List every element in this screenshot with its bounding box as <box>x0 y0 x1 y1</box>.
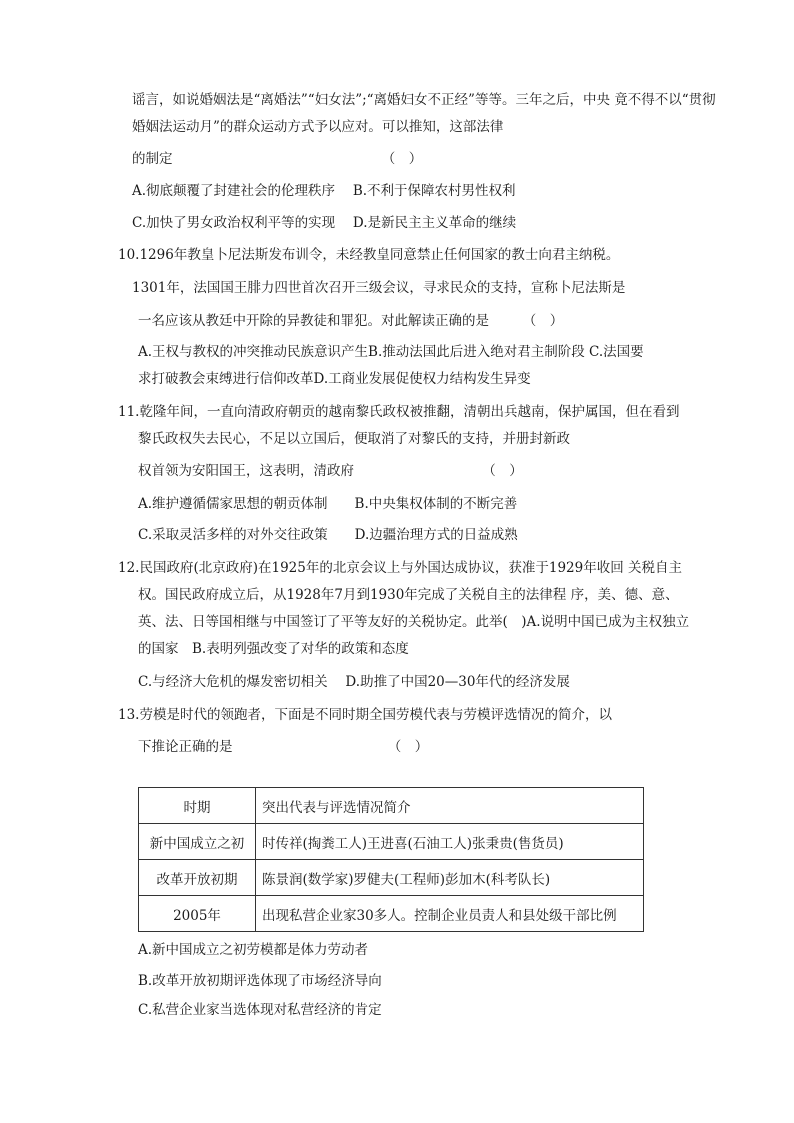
table-header-cell: 突出代表与评选情况简介 <box>256 788 644 824</box>
table-cell-summary: 出现私营企业家30多人。控制企业员责人和县处级干部比例 <box>256 896 644 932</box>
q10-text-line-3: 一名应该从教廷中开除的异教徒和罪犯。对此解读正确的是 （ ） <box>138 313 564 329</box>
q10-options-line-1: A.王权与教权的冲突推动民族意识产生B.推动法国此后进入绝对君主制阶段 C.法国要 <box>138 344 644 360</box>
q12-text-line-3: 英、法、日等国相继与中国签订了平等友好的关税协定。此举( )A.说明中国已成为主权独立 <box>138 614 690 630</box>
table-header-row <box>139 788 644 824</box>
table-row <box>139 896 644 932</box>
q12-text-line-2: 权。国民政府成立后，从1928年7月到1930年完成了关税自主的法律程 序，美、德、意、 <box>138 587 679 603</box>
q9-stem-end: 的制定 （ ） <box>132 151 423 167</box>
table-cell-period: 改革开放初期 <box>139 860 256 896</box>
q13-text-line-1: 13.劳模是时代的领跑者，下面是不同时期全国劳模代表与劳模评选情况的简介，以 <box>118 707 612 723</box>
q12-text-line-1: 12.民国政府(北京政府)在1925年的北京会议上与外国达成协议，获准于1929年收回 关税自主 <box>118 560 683 576</box>
table-cell-summary: 陈景润(数学家)罗健夫(工程师)彭加木(科考队长) <box>256 860 644 896</box>
q13-option-a: A.新中国成立之初劳模都是体力劳动者 <box>138 942 369 958</box>
q12-text-line-4: 的国家 B.表明列强改变了对华的政策和态度 <box>138 641 409 657</box>
q13-option-b: B.改革开放初期评选体现了市场经济导向 <box>138 973 382 989</box>
q11-options-cd: C.采取灵活多样的对外交往政策 D.边疆治理方式的日益成熟 <box>138 527 518 543</box>
q13-text-line-2: 下推论正确的是 （ ） <box>138 739 429 755</box>
table-row <box>139 824 644 860</box>
q10-options-line-2: 求打破教会束缚进行信仰改革D.工商业发展促使权力结构发生异变 <box>138 371 531 387</box>
q10-text-line-1: 10.1296年教皇卜尼法斯发布训令，未经教皇同意禁止任何国家的教士向君主纳税。 <box>118 247 620 263</box>
q11-text-line-1: 11.乾隆年间，一直向清政府朝贡的越南黎氏政权被推翻，清朝出兵越南，保护属国，但在看到 <box>118 404 680 420</box>
q11-text-line-2: 黎氏政权失去民心，不足以立国后，便取消了对黎氏的支持，并册封新政 <box>138 431 570 447</box>
q10-text-line-2: 1301年，法国国王腓力四世首次召开三级会议，寻求民众的支持，宣称卜尼法斯是 <box>132 280 626 296</box>
q9-options-cd: C.加快了男女政治权利平等的实现 D.是新民主主义革命的继续 <box>132 215 517 231</box>
table-cell-period: 新中国成立之初 <box>139 824 256 860</box>
q13-option-c: C.私营企业家当选体现对私营经济的肯定 <box>138 1002 382 1018</box>
q12-options-cd: C.与经济大危机的爆发密切相关 D.助推了中国20—30年代的经济发展 <box>138 674 570 690</box>
q9-options-ab: A.彻底颠覆了封建社会的伦理秩序 B.不利于保障农村男性权利 <box>132 183 516 199</box>
q11-options-ab: A.维护遵循儒家思想的朝贡体制 B.中央集权体制的不断完善 <box>138 496 518 512</box>
table-cell-summary: 时传祥(掏粪工人)王进喜(石油工人)张秉贵(售货员) <box>256 824 644 860</box>
q9-text-line-1: 谣言，如说婚姻法是“离婚法”“妇女法”;“离婚妇女不正经”等等。三年之后，中央 竟不得不以“贯彻 <box>132 92 716 108</box>
table-cell-period: 2005年 <box>139 896 256 932</box>
q11-text-line-3: 权首领为安阳国王，这表明，清政府 （ ） <box>138 463 523 479</box>
q13-table <box>138 787 644 932</box>
q9-text-line-2: 婚姻法运动月”的群众运动方式予以应对。可以推知，这部法律 <box>132 119 504 135</box>
table-header-cell: 时期 <box>139 788 256 824</box>
table-row <box>139 860 644 896</box>
